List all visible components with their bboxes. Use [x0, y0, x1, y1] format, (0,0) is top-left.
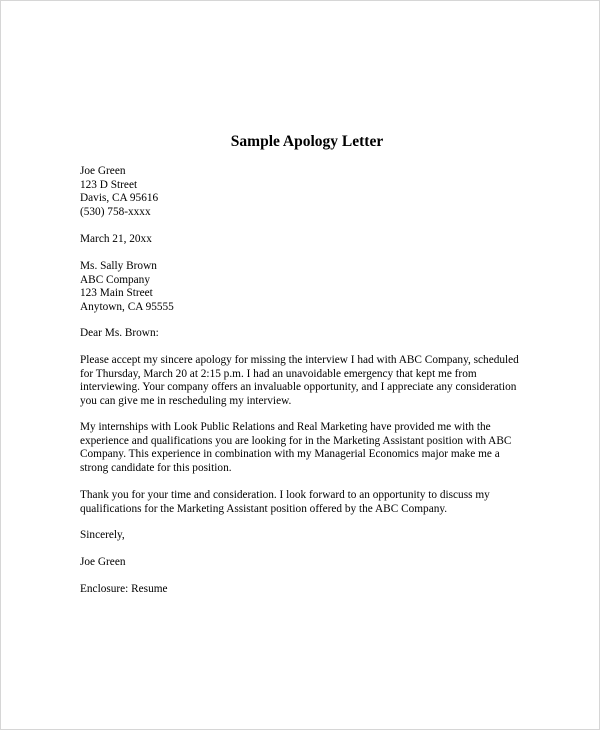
paragraph-line: experience and qualifications you are looking for in the Marketing Assistant position with ABC: [80, 434, 512, 447]
paragraph-1: [80, 354, 550, 408]
salutation: [80, 327, 550, 341]
recipient-address: [80, 260, 550, 314]
paragraph-line: you can give me in rescheduling my interview.: [80, 394, 292, 407]
recipient-city: Anytown, CA 95555: [80, 300, 174, 313]
paragraph-3: [80, 489, 550, 516]
sender-name: Joe Green: [80, 165, 126, 177]
sender-address: [80, 165, 550, 219]
recipient-company: ABC Company: [80, 273, 150, 286]
letter-date: [80, 233, 550, 247]
signature-text: Joe Green: [80, 556, 126, 568]
paragraph-line: My internships with Look Public Relations and Real Marketing have provided me with the: [80, 421, 491, 433]
recipient-street: 123 Main Street: [80, 287, 153, 300]
recipient-name: Ms. Sally Brown: [80, 260, 157, 272]
paragraph-line: strong candidate for this position.: [80, 461, 232, 474]
enclosure: [80, 583, 550, 597]
letter-title: Sample Apology Letter: [230, 133, 384, 150]
sender-city: Davis, CA 95616: [80, 192, 159, 205]
paragraph-line: Company. This experience in combination with my Managerial Economics major make me a: [80, 448, 500, 461]
sender-phone: (530) 758-xxxx: [80, 205, 151, 218]
closing: [80, 529, 550, 543]
closing-text: Sincerely,: [80, 529, 125, 541]
paragraph-line: Thank you for your time and consideration. I look forward to an opportunity to discuss my: [80, 489, 490, 501]
salutation-text: Dear Ms. Brown:: [80, 327, 159, 339]
sender-street: 123 D Street: [80, 178, 138, 191]
paragraph-2: [80, 421, 550, 475]
paragraph-line: qualifications for the Marketing Assistant position offered by the ABC Company.: [80, 502, 448, 515]
signature: [80, 556, 550, 570]
paragraph-line: for Thursday, March 20 at 2:15 p.m. I had an unavoidable emergency that kept me from: [80, 367, 477, 380]
paragraph-line: interviewing. Your company offers an invaluable opportunity, and I appreciate any consideration: [80, 381, 517, 394]
paragraph-line: Please accept my sincere apology for missing the interview I had with ABC Company, scheduled: [80, 354, 519, 366]
enclosure-text: Enclosure: Resume: [80, 583, 168, 595]
date-text: March 21, 20xx: [80, 233, 152, 245]
